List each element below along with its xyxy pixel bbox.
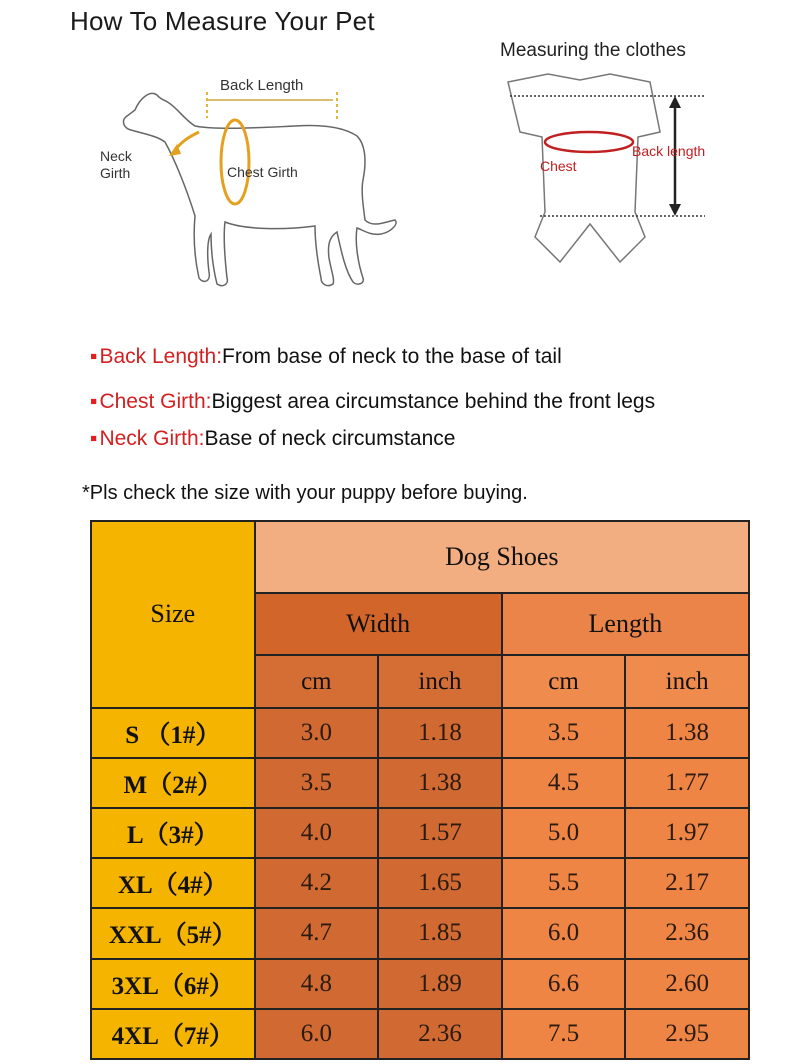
bullet-icon: ▪ bbox=[90, 427, 98, 450]
width-cm-cell: 4.7 bbox=[255, 908, 379, 958]
width-inch-cell: 2.36 bbox=[378, 1009, 502, 1059]
table-row bbox=[91, 708, 749, 758]
chest-girth-label: Chest Girth bbox=[227, 164, 298, 180]
length-inch-cell: 1.77 bbox=[625, 758, 749, 808]
unit-header: inch bbox=[625, 655, 749, 707]
dog-silhouette bbox=[124, 93, 397, 285]
size-cell: 4XL（7#） bbox=[91, 1009, 255, 1059]
size-cell: M（2#） bbox=[91, 758, 255, 808]
table-row bbox=[91, 758, 749, 808]
clothes-back-length-label: Back length bbox=[632, 143, 706, 159]
garment-outline bbox=[508, 74, 660, 262]
length-inch-cell: 2.17 bbox=[625, 858, 749, 908]
length-header: Length bbox=[502, 593, 749, 655]
length-cm-cell: 4.5 bbox=[502, 758, 626, 808]
chest-label: Chest bbox=[540, 158, 577, 174]
width-cm-cell: 6.0 bbox=[255, 1009, 379, 1059]
width-inch-cell: 1.65 bbox=[378, 858, 502, 908]
length-cm-cell: 7.5 bbox=[502, 1009, 626, 1059]
bullet-icon: ▪ bbox=[90, 390, 98, 413]
size-cell: XXL（5#） bbox=[91, 908, 255, 958]
table-row bbox=[91, 908, 749, 958]
size-column-header: Size bbox=[91, 521, 255, 708]
unit-header: inch bbox=[378, 655, 502, 707]
length-cm-cell: 5.0 bbox=[502, 808, 626, 858]
length-inch-cell: 2.60 bbox=[625, 959, 749, 1009]
length-inch-cell: 1.38 bbox=[625, 708, 749, 758]
dog-shoes-header: Dog Shoes bbox=[255, 521, 749, 593]
size-cell: L（3#） bbox=[91, 808, 255, 858]
length-cm-cell: 6.6 bbox=[502, 959, 626, 1009]
size-table bbox=[90, 520, 750, 1060]
length-inch-cell: 2.95 bbox=[625, 1009, 749, 1059]
table-row bbox=[91, 808, 749, 858]
clothes-diagram-title: Measuring the clothes bbox=[500, 40, 686, 61]
length-inch-cell: 1.97 bbox=[625, 808, 749, 858]
width-inch-cell: 1.18 bbox=[378, 708, 502, 758]
size-cell: XL（4#） bbox=[91, 858, 255, 908]
width-cm-cell: 4.8 bbox=[255, 959, 379, 1009]
definition-chest-girth: ▪Chest Girth:Biggest area circumstance behind the front legs bbox=[90, 390, 656, 413]
unit-header: cm bbox=[255, 655, 379, 707]
definition-neck-girth: ▪Neck Girth:Base of neck circumstance bbox=[90, 427, 456, 450]
length-cm-cell: 5.5 bbox=[502, 858, 626, 908]
unit-header: cm bbox=[502, 655, 626, 707]
width-inch-cell: 1.57 bbox=[378, 808, 502, 858]
definition-back-length: ▪Back Length:From base of neck to the base of tail bbox=[90, 345, 562, 368]
page-title: How To Measure Your Pet bbox=[70, 6, 375, 36]
neck-girth-label: Neck Girth bbox=[100, 148, 132, 181]
length-inch-cell: 2.36 bbox=[625, 908, 749, 958]
width-cm-cell: 4.0 bbox=[255, 808, 379, 858]
width-inch-cell: 1.89 bbox=[378, 959, 502, 1009]
width-header: Width bbox=[255, 593, 502, 655]
dog-measure-illustration bbox=[95, 70, 415, 300]
width-cm-cell: 3.5 bbox=[255, 758, 379, 808]
length-cm-cell: 3.5 bbox=[502, 708, 626, 758]
clothes-illustration bbox=[470, 62, 710, 272]
width-inch-cell: 1.85 bbox=[378, 908, 502, 958]
size-cell: S （1#） bbox=[91, 708, 255, 758]
table-row bbox=[91, 959, 749, 1009]
size-cell: 3XL（6#） bbox=[91, 959, 255, 1009]
table-row bbox=[91, 858, 749, 908]
length-cm-cell: 6.0 bbox=[502, 908, 626, 958]
width-cm-cell: 4.2 bbox=[255, 858, 379, 908]
size-check-note: *Pls check the size with your puppy before buying. bbox=[82, 482, 528, 504]
width-inch-cell: 1.38 bbox=[378, 758, 502, 808]
bullet-icon: ▪ bbox=[90, 345, 98, 368]
table-row bbox=[91, 1009, 749, 1059]
back-length-label: Back Length bbox=[220, 77, 304, 94]
width-cm-cell: 3.0 bbox=[255, 708, 379, 758]
